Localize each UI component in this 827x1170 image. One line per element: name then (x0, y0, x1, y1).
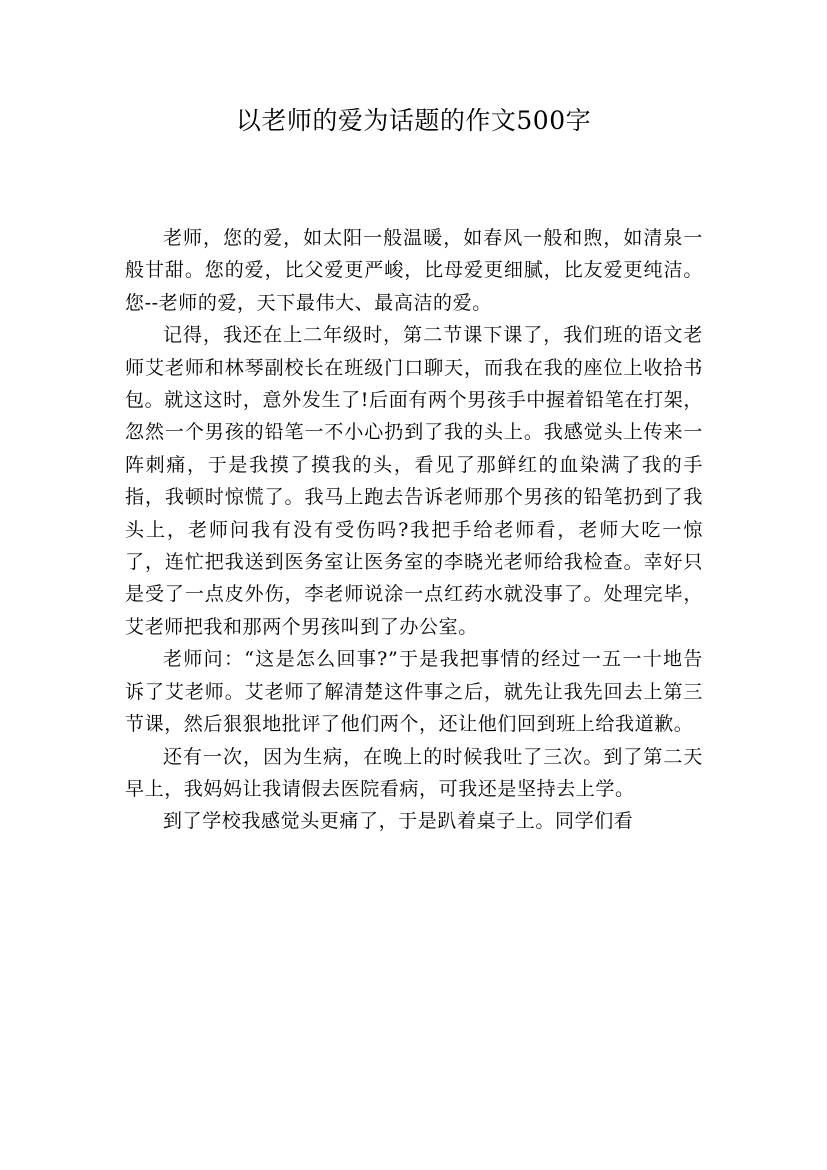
paragraph-3: 老师问：“这是怎么回事?”于是我把事情的经过一五一十地告诉了艾老师。艾老师了解清楚这件事之后，就先让我先回去上第三节课，然后狠狠地批评了他们两个，还让他们回到班上给我道歉。 (125, 648, 703, 736)
document-title: 以老师的爱为话题的作文500字 (235, 106, 592, 135)
paragraph-5: 到了学校我感觉头更痛了，于是趴着桌子上。同学们看 (163, 810, 634, 833)
paragraph-4: 还有一次，因为生病，在晚上的时候我吐了三次。到了第二天早上，我妈妈让我请假去医院看病，可我还是坚持去上学。 (125, 745, 703, 800)
paragraph-1: 老师，您的爱，如太阳一般温暖，如春风一般和煦，如清泉一般甘甜。您的爱，比父爱更严峻，比母爱更细腻，比友爱更纯洁。您--老师的爱，天下最伟大、最高洁的爱。 (125, 227, 703, 314)
document-body (125, 222, 703, 838)
paragraph-2: 记得，我还在上二年级时，第二节课下课了，我们班的语文老师艾老师和林琴副校长在班级门口聊天，而我在我的座位上收拾书包。就这这时，意外发生了!后面有两个男孩手中握着铅笔在打架，忽然一个男孩的铅笔一不小心扔到了我的头上。我感觉头上传来一阵刺痛，于是我摸了摸我的头，看见了那鲜红的血染满了我的手指，我顿时惊慌了。我马上跑去告诉老师那个男孩的铅笔扔到了我头上，老师问我有没有受伤吗?我把手给老师看，老师大吃一惊了，连忙把我送到医务室让医务室的李晓光老师给我检查。幸好只是受了一点皮外伤，李老师说涂一点红药水就没事了。处理完毕，艾老师把我和那两个男孩叫到了办公室。 (125, 324, 703, 638)
